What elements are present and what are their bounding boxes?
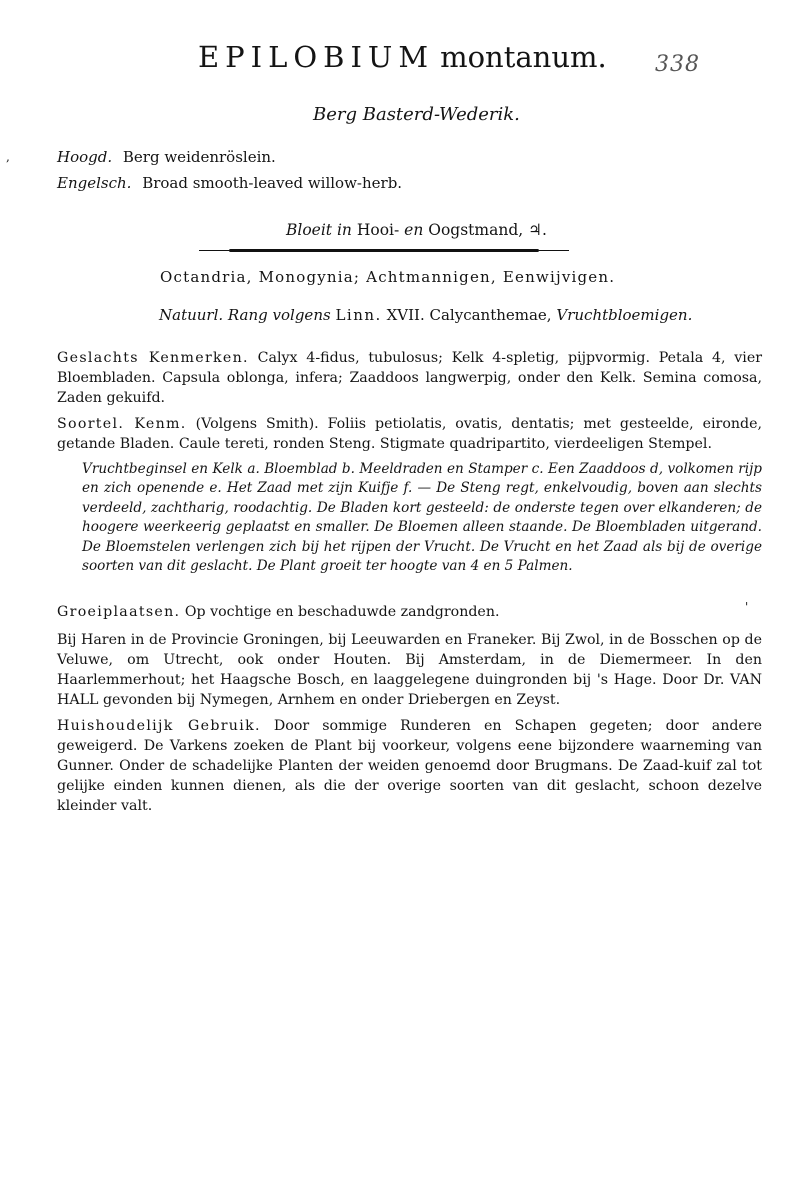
bloom-month: Hooi- — [356, 221, 400, 239]
margin-mark: ' — [745, 600, 749, 614]
bloom-prefix: Bloeit in — [286, 221, 352, 239]
section-text: Door sommige Runderen en Schapen gegeten; door andere geweigerd. De Varkens zoeken de Plant bij voorkeur, volgens eene bijzondere waarneming van Gunner. Onder de schadelijke Planten der weiden genoemd door Brugmans. De Zaad-kuif zal tot gelijke einden kunnen dienen, als die der overige soorten van dit geslacht, schoon dezelve kleinder valt. — [57, 718, 762, 814]
rank-dutch: Vruchtbloemigen. — [556, 306, 693, 324]
linnaean-class: Octandria, Monogynia; Achtmannigen, Eenwijvigen. — [160, 268, 616, 286]
bloom-month2: Oogstmand, — [428, 221, 524, 239]
section-text: Calyx 4-fidus, tubulosus; Kelk 4-spletig, pijpvormig. Petala 4, vier Bloembladen. Capsula oblonga, infera; Zaaddoos langwerpig, onder den Kelk. Semina comosa, Zaden gekuifd. — [57, 350, 763, 406]
habitat — [57, 602, 762, 622]
bloom-line — [286, 221, 547, 239]
plant-description: Vruchtbeginsel en Kelk a. Bloemblad b. Meeldraden en Stamper c. Een Zaaddoos d, volkomen rijp en zich openende e. Het Zaad met zijn Kuifje f. — De Steng regt, enkelvoudig, boven aan slechts verdeeld, zachtharig, roodachtig. De Bladen kort gesteeld: de onderste tegen over elkanderen; de hoogere weerkeerig geplaatst en smaller. De Bloemen alleen staande. De Bloembladen uitgerand. De Bloemstelen verlengen zich bij het rijpen der Vrucht. De Vrucht en het Zaad als bij de overige soorten van dit geslacht. De Plant groeit ter hoogte van 4 en 5 Palmen. — [82, 461, 762, 575]
rank-label: Natuurl. Rang volgens — [159, 306, 331, 324]
lang-label: Engelsch. — [57, 174, 132, 192]
lang-name: Broad smooth-leaved willow-herb. — [142, 174, 403, 192]
german-name-line — [57, 148, 276, 166]
section-text: (Volgens Smith). Foliis petiolatis, ovatis, dentatis; met gesteelde, eironde, getande Bladen. Caule tereti, ronden Steng. Stigmate quadripartito, vierdeeligen Stempel. — [57, 416, 762, 452]
lang-label: Hoogd. — [57, 148, 113, 166]
section-heading: Geslachts Kenmerken. — [57, 350, 249, 366]
economic-use — [57, 716, 762, 816]
section-heading: Groeiplaatsen. — [57, 604, 181, 620]
margin-mark: , — [6, 150, 10, 164]
genus-name: EPILOBIUM — [198, 40, 435, 74]
page-number: 338 — [655, 52, 700, 77]
page-title — [198, 40, 607, 74]
genus-characters — [57, 348, 762, 408]
species-characters — [57, 414, 762, 454]
english-name-line — [57, 174, 402, 192]
lang-name: Berg weidenröslein. — [122, 148, 276, 166]
locations: Bij Haren in de Provincie Groningen, bij Leeuwarden en Franeker. Bij Zwol, in de Bosschen op de Veluwe, om Utrecht, ook onder Houten. Bij Amsterdam, in de Diemermeer. In den Haarlemmerhout; het Haagsche Bosch, en laaggelegene duingronden bij 's Hage. Door Dr. VAN HALL gevonden bij Nymegen, Arnhem en onder Driebergen en Zeyst. — [57, 632, 762, 708]
species-name: montanum. — [440, 40, 607, 74]
perennial-symbol: ♃. — [528, 221, 547, 239]
rank-text: XVII. Calycanthemae, — [386, 306, 552, 324]
ornamental-rule — [229, 249, 539, 252]
bloom-en: en — [404, 221, 424, 239]
section-heading: Huishoudelijk Gebruik. — [57, 718, 261, 734]
section-text: Op vochtige en beschaduwde zandgronden. — [184, 604, 500, 620]
dutch-name: Berg Basterd-Wederik. — [313, 104, 520, 125]
section-heading: Soortel. Kenm. — [57, 416, 187, 432]
rank-author: Linn. — [335, 306, 382, 324]
natural-rank — [159, 306, 692, 324]
